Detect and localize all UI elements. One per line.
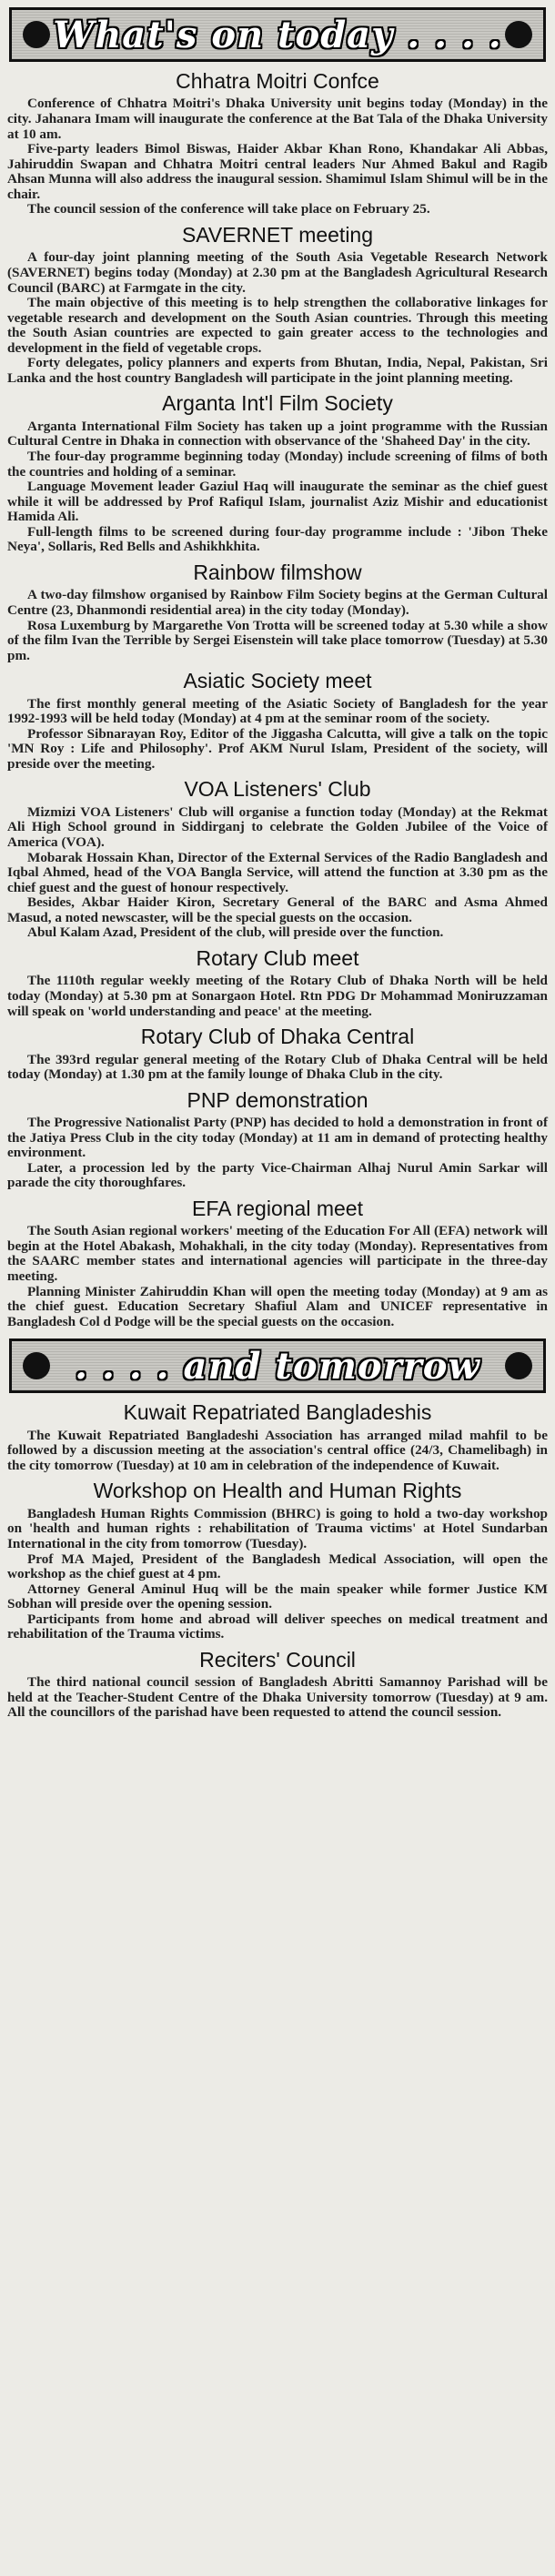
event-listing bbox=[7, 69, 548, 217]
event-heading: Asiatic Society meet bbox=[183, 669, 372, 693]
event-listing bbox=[7, 1400, 548, 1473]
today-listings bbox=[5, 69, 550, 1329]
event-heading: EFA regional meet bbox=[192, 1196, 363, 1220]
event-listing bbox=[7, 1197, 548, 1329]
event-heading: Reciters' Council bbox=[199, 1647, 356, 1672]
event-paragraph: The South Asian regional workers' meeting of the Education For All (EFA) network will begin at the Hotel Abakash, Mohakhali, in the city today (Monday). Representatives from the SAARC member states and international agencies will participate in the three-day meeting. bbox=[7, 1223, 548, 1284]
event-paragraph: Attorney General Aminul Huq will be the main speaker while former Justice KM Sobhan will preside over the opening session. bbox=[7, 1581, 548, 1612]
banner-title: What's on today . . . . bbox=[53, 13, 502, 56]
event-paragraph: Arganta International Film Society has taken up a joint programme with the Russian Cultural Centre in Dhaka in connection with observance of the 'Shaheed Day' in the city. bbox=[7, 418, 548, 450]
event-listing bbox=[7, 223, 548, 387]
event-paragraph: A four-day joint planning meeting of the South Asia Vegetable Research Network (SAVERNET) begins today (Monday) at 2.30 pm at the Bangladesh Agricultural Research Council (BARC) at Farmgate in the city. bbox=[7, 249, 548, 296]
event-paragraph: Professor Sibnarayan Roy, Editor of the Jiggasha Calcutta, will give a talk on the topic 'MN Roy : Life and Philosophy'. Prof AKM Nurul Islam, President of the society, will preside over the meeting. bbox=[7, 725, 548, 772]
event-paragraph: The Progressive Nationalist Party (PNP) has decided to hold a demonstration in front of the Jatiya Press Club in the city today (Monday) at 11 am in demand of protecting healthy environment. bbox=[7, 1115, 548, 1161]
event-paragraph: Planning Minister Zahiruddin Khan will open the meeting today (Monday) at 9 am as the chief guest. Education Secretary Shafiul Alam and UNICEF representative in Bangladesh Col d Podge will be the special guests on the occasion. bbox=[7, 1283, 548, 1329]
event-paragraph: Mizmizi VOA Listeners' Club will organise a function today (Monday) at the Rekmat Ali High School ground in Siddirganj to celebrate the Golden Jubilee of the Voice of America (VOA). bbox=[7, 803, 548, 850]
event-paragraph: The main objective of this meeting is to help strengthen the collaborative linkages for vegetable research and development on the South Asian countries. Through this meeting the South Asian countries are expected to gain greater access to the technologies and development in the field of vegetable crops. bbox=[7, 295, 548, 356]
event-heading: Kuwait Repatriated Bangladeshis bbox=[123, 1400, 432, 1425]
bullet-dot-icon bbox=[505, 1352, 532, 1379]
event-paragraph: Language Movement leader Gaziul Haq will inaugurate the seminar as the chief guest while it will be addressed by Prof Rafiqul Islam, journalist Aziz Mishir and educationist Hamida Ali. bbox=[7, 479, 548, 525]
event-paragraph: Rosa Luxemburg by Margarethe Von Trotta will be screened today at 5.30 while a show of the film Ivan the Terrible by Sergei Eisenstein will take place tomorrow (Tuesday) at 5.30 pm. bbox=[7, 617, 548, 663]
event-listing bbox=[7, 1025, 548, 1083]
event-paragraph: The 1110th regular weekly meeting of the Rotary Club of Dhaka North will be held today (Monday) at 5.30 pm at Sonargaon Hotel. Rtn PDG Dr Mohammad Moniruzzaman will speak on 'world understanding and peace' at the meeting. bbox=[7, 973, 548, 1019]
event-listing bbox=[7, 669, 548, 772]
event-paragraph: Besides, Akbar Haider Kiron, Secretary General of the BARC and Asma Ahmed Masud, a noted newscaster, will be the special guests on the occasion. bbox=[7, 894, 548, 925]
event-paragraph: Mobarak Hossain Khan, Director of the External Services of the Radio Bangladesh and Iqbal Ahmed, head of the VOA Bangla Service, will attend the function at 3.30 pm as the chief guest and the guest of honour respectively. bbox=[7, 849, 548, 895]
event-heading: SAVERNET meeting bbox=[181, 222, 374, 247]
event-listing bbox=[7, 1479, 548, 1642]
event-heading: Arganta Int'l Film Society bbox=[162, 391, 393, 416]
event-paragraph: Abul Kalam Azad, President of the club, will preside over the function. bbox=[27, 924, 444, 941]
event-paragraph: Prof MA Majed, President of the Bangladesh Medical Association, will open the workshop as the chief guest at 4 pm. bbox=[7, 1551, 548, 1582]
event-heading: Rotary Club meet bbox=[196, 945, 359, 970]
event-paragraph: Five-party leaders Bimol Biswas, Haider Akbar Khan Rono, Khandakar Ali Abbas, Jahiruddin Swapan and Chhatra Moitri central leaders Nur Ahmed Bakul and Ragib Ahsan Munna will also address the inaugural session. Shamimul Islam Shimul will be in the chair. bbox=[7, 141, 548, 202]
event-listing bbox=[7, 946, 548, 1019]
event-paragraph: The Kuwait Repatriated Bangladeshi Association has arranged milad mahfil to be followed by a discussion meeting at the association's central office (24/3, Chamelibagh) in the city tomorrow (Tuesday) at 10 am in celebration of the independence of Kuwait. bbox=[7, 1427, 548, 1473]
event-heading: Rainbow filmshow bbox=[193, 560, 362, 584]
and-tomorrow-banner bbox=[9, 1339, 546, 1393]
event-paragraph: The council session of the conference will take place on February 25. bbox=[27, 201, 430, 217]
bullet-dot-icon bbox=[23, 1352, 50, 1379]
bullet-dot-icon bbox=[505, 21, 532, 48]
event-paragraph: The four-day programme beginning today (Monday) include screening of films of both the countries and holding of a seminar. bbox=[7, 449, 548, 480]
whats-on-today-banner bbox=[9, 7, 546, 62]
event-paragraph: A two-day filmshow organised by Rainbow Film Society begins at the German Cultural Centre (23, Dhanmondi residential area) in the city today (Monday). bbox=[7, 587, 548, 618]
event-paragraph: The third national council session of Bangladesh Abritti Samannoy Parishad will be held at the Teacher-Student Centre of the Dhaka University tomorrow (Tuesday) at 9 am. All the councillors of the parishad have been requested to attend the council session. bbox=[7, 1674, 548, 1721]
event-heading: Rotary Club of Dhaka Central bbox=[140, 1025, 415, 1049]
event-paragraph: Bangladesh Human Rights Commission (BHRC) is going to hold a two-day workshop on 'health and human rights : rehabilitation of Trauma victims' at Hotel Sundarban International in the city from tomorrow (Tuesday). bbox=[7, 1505, 548, 1551]
event-listing bbox=[7, 1648, 548, 1721]
event-listing bbox=[7, 391, 548, 555]
event-paragraph: Conference of Chhatra Moitri's Dhaka University unit begins today (Monday) in the city. Jahanara Imam will inaugurate the conference at the Bat Tala of the Dhaka University at 10 am. bbox=[7, 96, 548, 142]
tomorrow-listings bbox=[5, 1400, 550, 1721]
event-paragraph: The first monthly general meeting of the Asiatic Society of Bangladesh for the year 1992-1993 will be held today (Monday) at 4 pm at the seminar room of the society. bbox=[7, 695, 548, 727]
event-heading: VOA Listeners' Club bbox=[184, 777, 371, 802]
event-heading: Workshop on Health and Human Rights bbox=[93, 1479, 462, 1503]
bullet-dot-icon bbox=[23, 21, 50, 48]
event-paragraph: Participants from home and abroad will deliver speeches on medical treatment and rehabilitation of the Trauma victims. bbox=[7, 1611, 548, 1642]
event-paragraph: Forty delegates, policy planners and experts from Bhutan, India, Nepal, Pakistan, Sri Lanka and the host country Bangladesh will participate in the joint planning meeting. bbox=[7, 355, 548, 386]
event-paragraph: Full-length films to be screened during four-day programme include : 'Jibon Theke Neya', Sollaris, Red Bells and Ashikhkhita. bbox=[7, 523, 548, 555]
event-heading: PNP demonstration bbox=[187, 1087, 368, 1112]
event-listing bbox=[7, 561, 548, 663]
event-paragraph: The 393rd regular general meeting of the Rotary Club of Dhaka Central will be held today (Monday) at 1.30 pm at the family lounge of Dhaka Club in the city. bbox=[7, 1051, 548, 1083]
event-listing bbox=[7, 777, 548, 941]
event-listing bbox=[7, 1088, 548, 1191]
banner-title: . . . . and tomorrow bbox=[75, 1344, 480, 1388]
event-paragraph: Later, a procession led by the party Vice-Chairman Alhaj Nurul Amin Sarkar will parade the city thoroughfares. bbox=[7, 1159, 548, 1191]
event-heading: Chhatra Moitri Confce bbox=[176, 69, 379, 93]
